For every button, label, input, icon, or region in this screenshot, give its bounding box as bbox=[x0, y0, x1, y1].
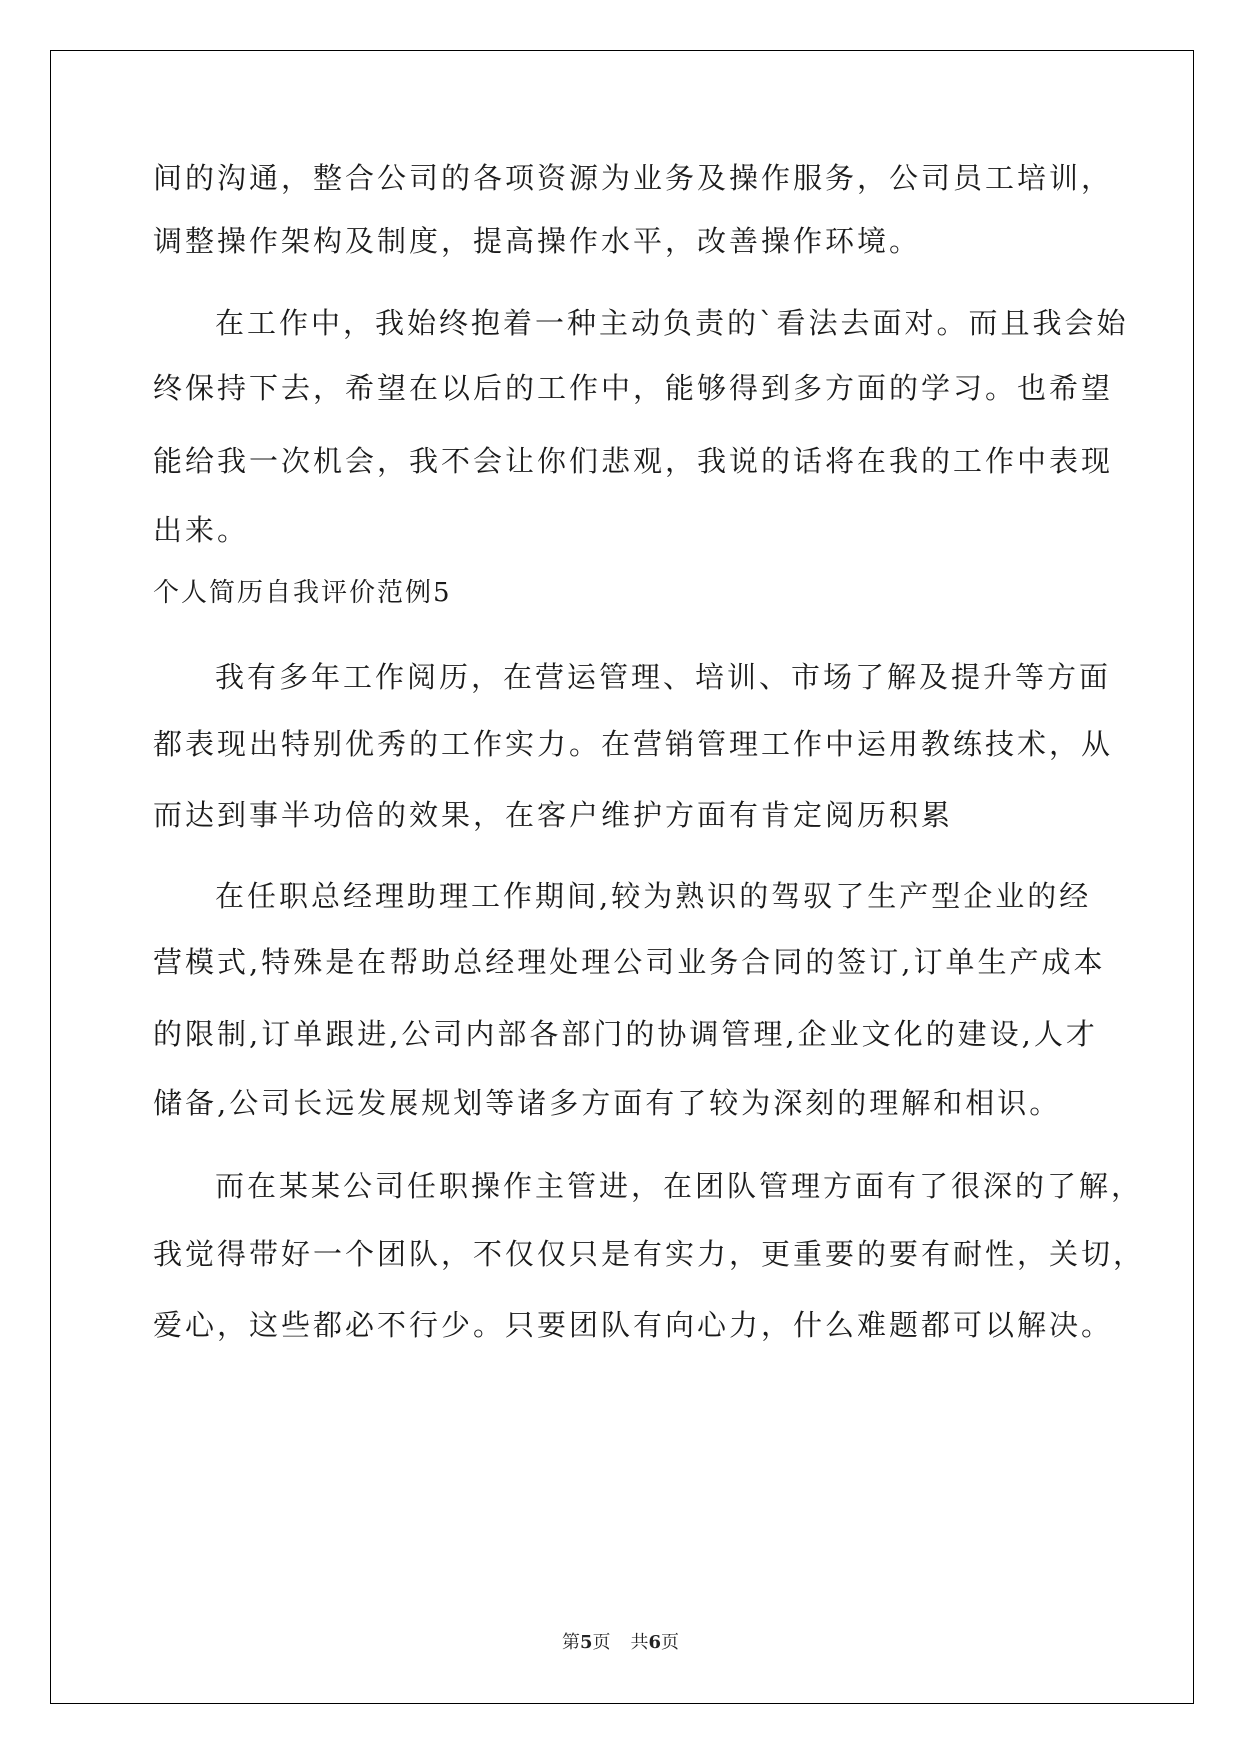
body-line: 能给我一次机会，我不会让你们悲观，我说的话将在我的工作中表现 bbox=[153, 444, 1114, 478]
page-unit: 页 bbox=[592, 1632, 611, 1653]
body-line: 的限制,订单跟进,公司内部各部门的协调管理,企业文化的建设,人才 bbox=[153, 1017, 1098, 1051]
body-line: 间的沟通，整合公司的各项资源为业务及操作服务，公司员工培训， bbox=[153, 161, 1114, 195]
page-prefix: 第 bbox=[561, 1632, 580, 1653]
body-line: 我觉得带好一个团队，不仅仅只是有实力，更重要的要有耐性，关切， bbox=[153, 1237, 1146, 1271]
body-line: 而达到事半功倍的效果，在客户维护方面有肯定阅历积累 bbox=[153, 798, 954, 832]
current-page-number: 5 bbox=[579, 1632, 593, 1653]
total-unit: 页 bbox=[661, 1632, 680, 1653]
body-line: 爱心，这些都必不行少。只要团队有向心力，什么难题都可以解决。 bbox=[153, 1308, 1114, 1342]
paragraph-start-line: 我有多年工作阅历，在营运管理、培训、市场了解及提升等方面 bbox=[215, 660, 1112, 694]
paragraph-start-line: 在工作中，我始终抱着一种主动负责的`看法去面对。而且我会始 bbox=[215, 306, 1129, 340]
page-number-footer bbox=[0, 1632, 1241, 1654]
body-line: 营模式,特殊是在帮助总经理处理公司业务合同的签订,订单生产成本 bbox=[153, 945, 1106, 979]
body-line: 出来。 bbox=[153, 513, 250, 547]
total-page-number: 6 bbox=[648, 1632, 662, 1653]
section-heading: 个人简历自我评价范例5 bbox=[153, 578, 452, 608]
paragraph-start-line: 在任职总经理助理工作期间,较为熟识的驾驭了生产型企业的经 bbox=[215, 879, 1092, 913]
body-line: 终保持下去，希望在以后的工作中，能够得到多方面的学习。也希望 bbox=[153, 371, 1114, 405]
paragraph-start-line: 而在某某公司任职操作主管进，在团队管理方面有了很深的了解， bbox=[215, 1169, 1144, 1203]
total-prefix: 共 bbox=[630, 1632, 649, 1653]
body-line: 调整操作架构及制度，提高操作水平，改善操作环境。 bbox=[153, 224, 922, 258]
body-line: 储备,公司长远发展规划等诸多方面有了较为深刻的理解和相识。 bbox=[153, 1086, 1062, 1120]
body-line: 都表现出特别优秀的工作实力。在营销管理工作中运用教练技术，从 bbox=[153, 727, 1114, 761]
